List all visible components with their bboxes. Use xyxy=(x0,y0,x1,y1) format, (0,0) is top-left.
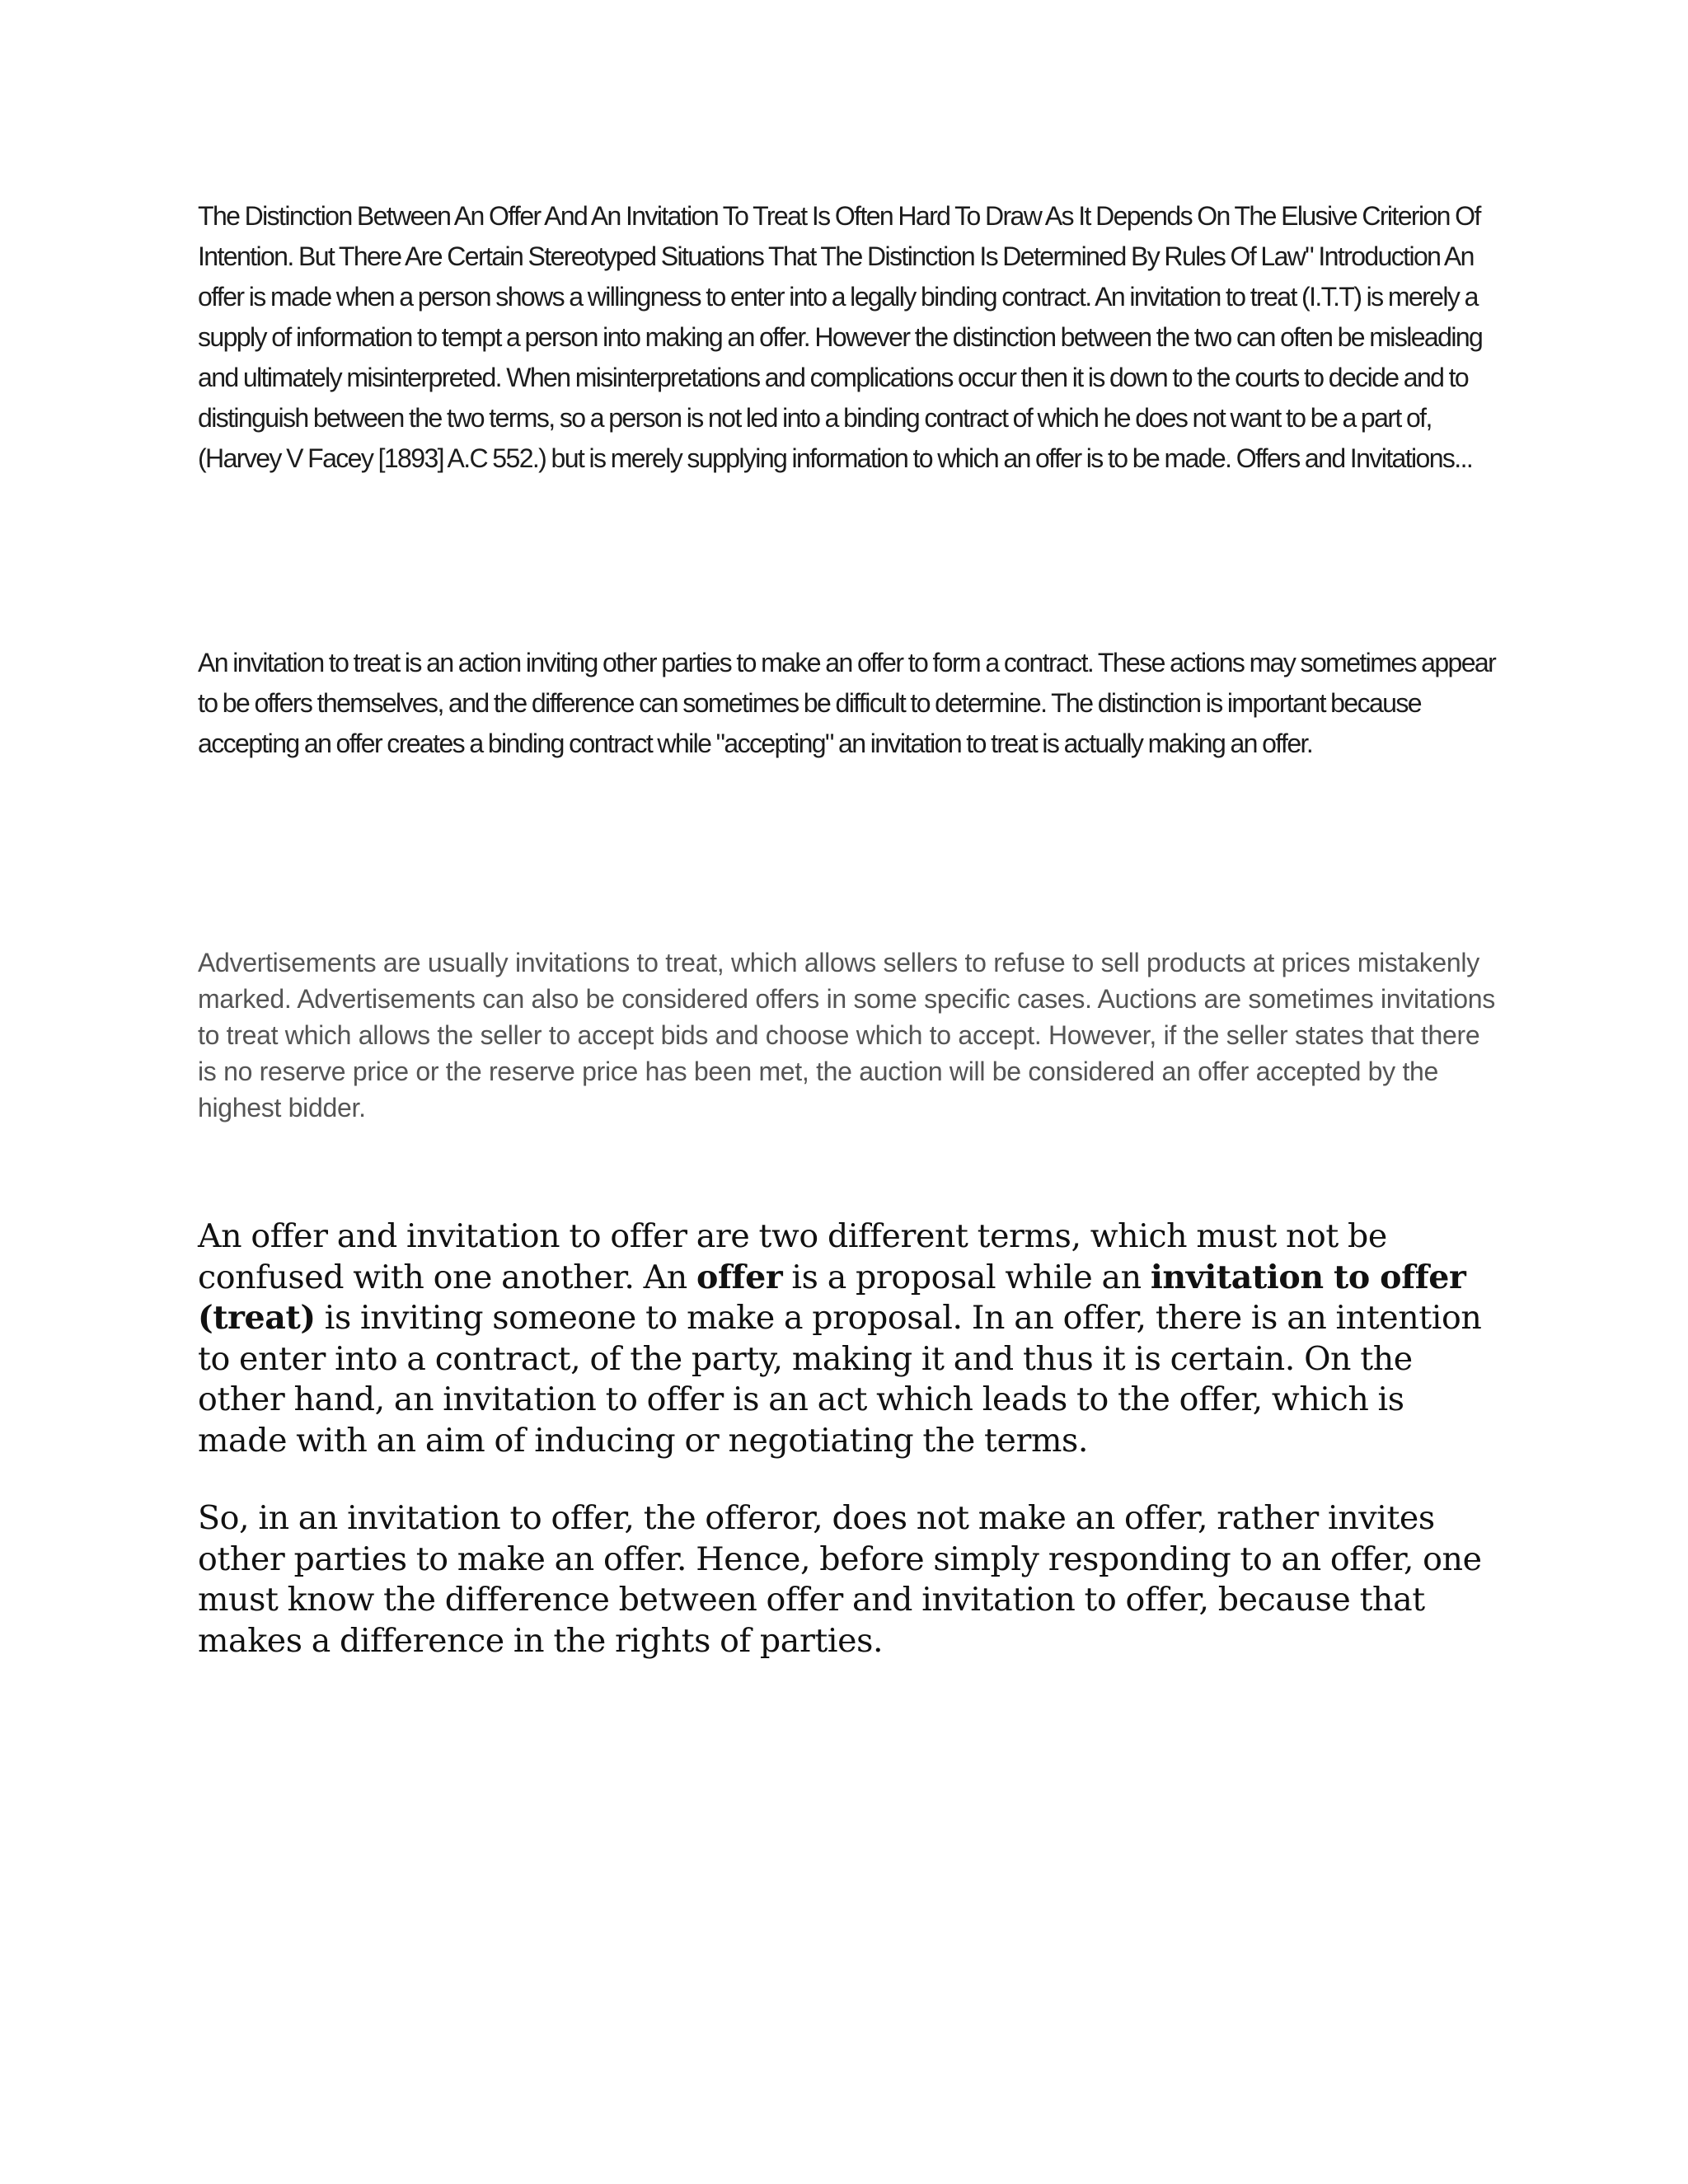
paragraph-invitation-to-treat-definition: An invitation to treat is an action inviting other parties to make an offer to form a contract. These actions may sometimes appear to be offers themselves, and the difference can sometimes be difficult to determine. The distinction is important because accepting an offer creates a binding contract while "accepting" an invitation to treat is actually making an offer. xyxy=(198,648,1496,758)
paragraph-conclusion: So, in an invitation to offer, the offeror, does not make an offer, rather invites other parties to make an offer. Hence, before simply responding to an offer, one must know the difference between offer and invitation to offer, because that makes a difference in the rights of parties. xyxy=(198,1499,1482,1660)
bold-term-offer: offer xyxy=(696,1258,783,1296)
text-run: An offer and invitation to offer are two different terms, which must not be confused with one another. An xyxy=(198,1217,1387,1296)
paragraph-introduction: The Distinction Between An Offer And An Invitation To Treat Is Often Hard To Draw As It Depends On The Elusive Criterion Of Intention. But There Are Certain Stereotyped Situations That The Distinction Is Determined By Rules Of Law" Introduction An offer is made when a person shows a willingness to enter into a legally binding contract. An invitation to treat (I.T.T) is merely a supply of information to tempt a person into making an offer. However the distinction between the two can often be misleading and ultimately misinterpreted. When misinterpretations and complications occur then it is down to the courts to decide and to distinguish between the two terms, so a person is not led into a binding contract of which he does not want to be a part of, (Harvey V Facey [1893] A.C 552.) but is merely supplying information to which an offer is to be made. Offers and Invitations... xyxy=(198,201,1483,473)
paragraph-offer-vs-invitation xyxy=(198,1216,1496,1461)
paragraph-advertisements-auctions: Advertisements are usually invitations to treat, which allows sellers to refuse to sell products at prices mistakenly marked. Advertisements can also be considered offers in some specific cases. Auctions are sometimes invitations to treat which allows the seller to accept bids and choose which to accept. However, if the seller states that there is no reserve price or the reserve price has been met, the auction will be considered an offer accepted by the highest bidder. xyxy=(198,948,1495,1122)
text-run: is inviting someone to make a proposal. In an offer, there is an intention to enter into a contract, of the party, making it and thus it is certain. On the other hand, an invitation to offer is an act which leads to the offer, which is made with an aim of inducing or negotiating the terms. xyxy=(198,1299,1482,1460)
bold-term-invitation-to-offer: invitation to offer (treat) xyxy=(198,1258,1466,1337)
text-run: is a proposal while an xyxy=(782,1258,1151,1296)
